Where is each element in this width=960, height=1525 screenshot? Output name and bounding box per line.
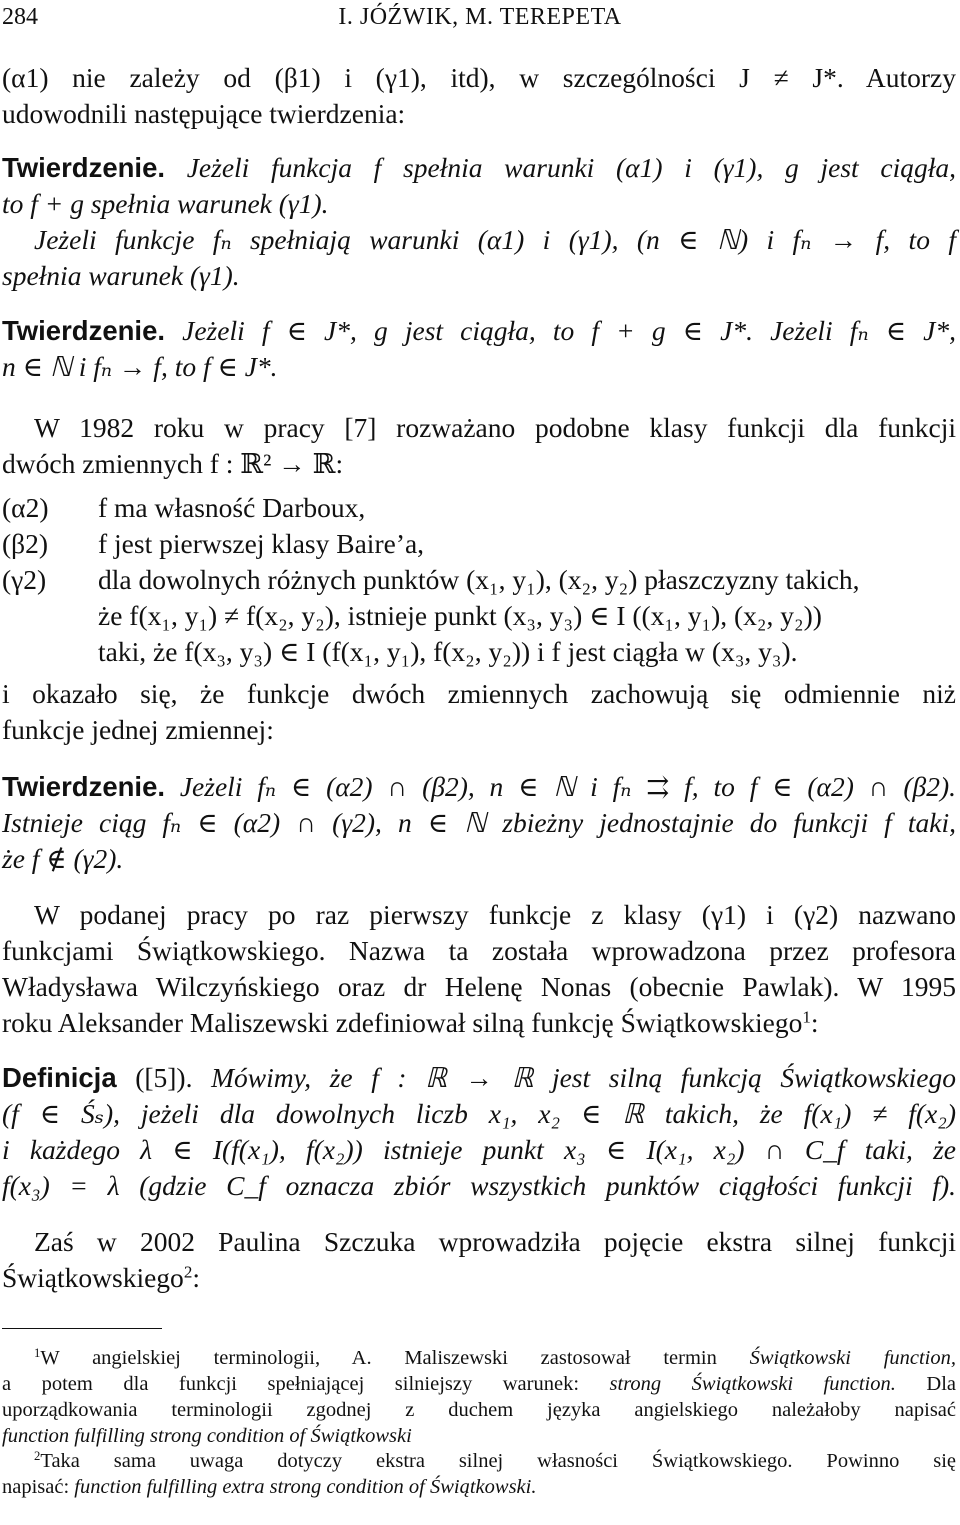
condition-label xyxy=(2,634,98,670)
theorem-2 xyxy=(2,313,956,385)
text-line: dwóch zmiennych f : ℝ² → ℝ: xyxy=(2,448,344,479)
text-line: Świątkowskiego$^2$: xyxy=(2,1262,200,1293)
running-header xyxy=(0,4,960,30)
condition-item xyxy=(2,526,956,562)
condition-item xyxy=(2,562,956,598)
paragraph-3 xyxy=(2,897,956,1041)
paragraph-4 xyxy=(2,1224,956,1296)
text-line: Twierdzenie. Jeżeli fₙ ∈ (α2) ∩ (β2), n ∈ ℕ i fₙ ⇉ f, to f ∈ (α2) ∩ (β2). xyxy=(2,771,957,802)
text-line: napisać: function fulfilling extra strong condition of Świątkowski. xyxy=(2,1476,537,1498)
text-line: f(x₃) = λ (gdzie C_f oznacza zbiór wszystkich punktów ciągłości funkcji f). xyxy=(2,1170,956,1201)
condition-text: f jest pierwszej klasy Baire’a, xyxy=(98,528,425,559)
footnote-ref: 2 xyxy=(183,1262,193,1282)
footnote-1 xyxy=(2,1345,956,1449)
text-line: Twierdzenie. Jeżeli f ∈ J*, g jest ciągła, to f + g ∈ J*. Jeżeli fₙ ∈ J*, xyxy=(2,315,957,346)
theorem-label: Twierdzenie. xyxy=(2,771,165,802)
text-line: roku Aleksander Maliszewski zdefiniował silną funkcję Świątkowskiego$^1$: xyxy=(2,1007,819,1038)
running-head: I. JÓŹWIK, M. TEREPETA xyxy=(338,4,622,30)
text-line: W podanej pracy po raz pierwszy funkcje z klasy (γ1) i (γ2) nazwano xyxy=(34,899,956,930)
text-line: Definicja ([5]). Mówimy, że f : ℝ → ℝ jest silną funkcją Świątkowskiego xyxy=(2,1062,957,1093)
text-line: (α1) nie zależy od (β1) i (γ1), itd), w szczególności J ≠ J*. Autorzy xyxy=(2,62,956,93)
condition-label: (γ2) xyxy=(2,564,47,595)
text-line: to f + g spełnia warunek (γ1). xyxy=(2,188,329,219)
text-line: udowodnili następujące twierdzenia: xyxy=(2,98,406,129)
text-line: Istnieje ciąg fₙ ∈ (α2) ∩ (γ2), n ∈ ℕ zbieżny jednostajnie do funkcji f taki, xyxy=(2,807,956,838)
text-line: $^1$W angielskiej terminologii, A. Maliszewski zastosował termin Świątkowski function, xyxy=(2,1345,956,1371)
text-line: $^2$Taka sama uwaga dotyczy ekstra silnej własności Świątkowskiego. Powinno się xyxy=(2,1448,956,1474)
paragraph-1 xyxy=(2,410,956,482)
text-line: Jeżeli funkcje fₙ spełniają warunki (α1) i (γ1), (n ∈ ℕ) i fₙ → f, to f xyxy=(34,224,956,255)
text-line: a potem dla funkcji spełniającej silniejszy warunek: strong Świątkowski function. Dla xyxy=(2,1373,956,1395)
page-number: 284 xyxy=(2,4,38,30)
condition-text: f ma własność Darboux, xyxy=(98,492,366,523)
condition-text: że f(x₁, y₁) ≠ f(x₂, y₂), istnieje punkt (x₃, y₃) ∈ I ((x₁, y₁), (x₂, y₂)) xyxy=(98,600,822,631)
text-line: Władysława Wilczyńskiego oraz dr Helenę Nonas (obecnie Pawlak). W 1995 xyxy=(2,971,956,1002)
footnote-mark: 1 xyxy=(34,1346,41,1361)
text-line: i każdego λ ∈ I(f(x₁), f(x₂)) istnieje punkt x₃ ∈ I(x₁, x₂) ∩ C_f taki, że xyxy=(2,1134,956,1165)
theorem-label: Twierdzenie. xyxy=(2,152,165,183)
definition-label: Definicja xyxy=(2,1062,117,1093)
text-line: i okazało się, że funkcje dwóch zmiennych zachowują się odmiennie niż xyxy=(2,678,956,709)
text-line: uporządkowania terminologii zgodnej z duchem języka angielskiego należałoby napisać xyxy=(2,1399,956,1421)
theorem-1 xyxy=(2,150,956,294)
footnote-separator xyxy=(2,1328,162,1329)
text-line: Twierdzenie. Jeżeli funkcja f spełnia warunki (α1) i (γ1), g jest ciągła, xyxy=(2,152,957,183)
condition-label: (α2) xyxy=(2,492,49,523)
footnote-ref: 1 xyxy=(802,1007,811,1027)
text-line: Zaś w 2002 Paulina Szczuka wprowadziła pojęcie ekstra silnej funkcji xyxy=(34,1226,956,1257)
condition-item xyxy=(2,634,956,670)
intro-paragraph xyxy=(2,60,956,132)
text-line: funkcjami Świątkowskiego. Nazwa ta została wprowadzona przez profesora xyxy=(2,935,956,966)
footnote-2 xyxy=(2,1448,956,1500)
condition-label xyxy=(2,598,98,634)
theorem-label: Twierdzenie. xyxy=(2,315,165,346)
conditions-list xyxy=(2,490,956,670)
theorem-3 xyxy=(2,769,956,877)
text-line: że f ∉ (γ2). xyxy=(2,843,124,874)
condition-label: (β2) xyxy=(2,528,49,559)
condition-text: taki, że f(x₃, y₃) ∈ I (f(x₁, y₁), f(x₂, y₂)) i f jest ciągła w (x₃, y₃). xyxy=(98,636,798,667)
definition-ref: ([5]). xyxy=(116,1062,193,1093)
text-line: spełnia warunek (γ1). xyxy=(2,260,240,291)
text-line: W 1982 roku w pracy [7] rozważano podobne klasy funkcji dla funkcji xyxy=(34,412,956,443)
text-line: (f ∈ Śₛ), jeżeli dla dowolnych liczb x₁, x₂ ∈ ℝ takich, że f(x₁) ≠ f(x₂) xyxy=(2,1098,956,1129)
condition-item xyxy=(2,490,956,526)
footnote-mark: 2 xyxy=(34,1449,41,1464)
definition xyxy=(2,1060,956,1204)
condition-item xyxy=(2,598,956,634)
text-line: function fulfilling strong condition of Świątkowski xyxy=(2,1425,412,1447)
text-line: funkcje jednej zmiennej: xyxy=(2,714,274,745)
condition-text: dla dowolnych różnych punktów (x₁, y₁), (x₂, y₂) płaszczyzny takich, xyxy=(98,564,860,595)
text-line: n ∈ ℕ i fₙ → f, to f ∈ J*. xyxy=(2,351,278,382)
paragraph-2 xyxy=(2,676,956,748)
